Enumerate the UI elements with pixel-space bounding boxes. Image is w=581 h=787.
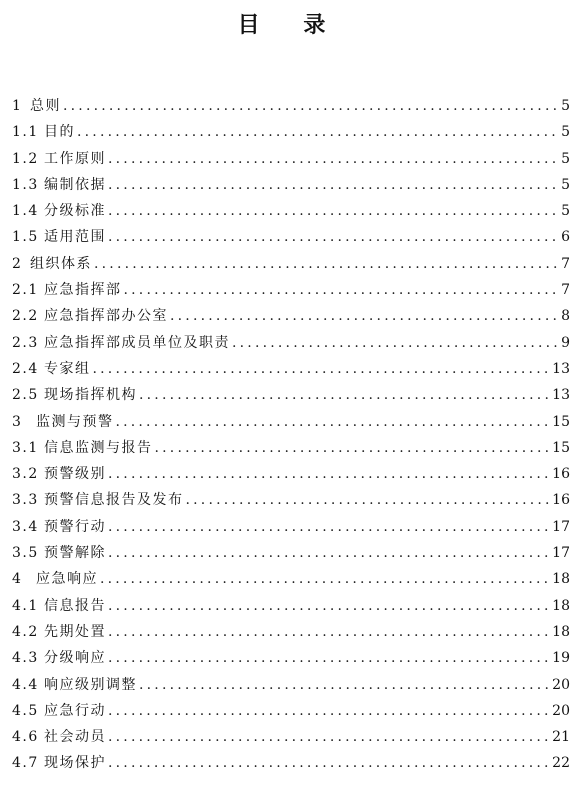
toc-entry-number: 2.3 [12, 334, 39, 351]
toc-entry-title: 预警行动 [44, 518, 106, 535]
toc-entry[interactable] [12, 224, 570, 250]
toc-entry[interactable] [12, 93, 570, 119]
toc-entry-label [12, 382, 137, 408]
toc-entry-title: 适用范围 [44, 229, 106, 246]
toc-entry-number: 4.1 [12, 597, 39, 614]
toc-dot-leader [108, 514, 550, 540]
page-title: 目 录 [237, 13, 344, 38]
toc-entry[interactable] [12, 409, 570, 435]
toc-entry[interactable] [12, 251, 570, 277]
toc-entry-number: 2.1 [12, 282, 39, 299]
toc-entry-label [12, 672, 137, 698]
toc-entry-number: 3.3 [12, 492, 39, 509]
toc-entry-title: 响应级别调整 [44, 676, 137, 693]
toc-entry-page-number: 20 [552, 676, 570, 693]
toc-entry[interactable] [12, 619, 570, 645]
toc-entry-title: 信息监测与报告 [44, 439, 153, 456]
toc-entry-title: 总则 [30, 98, 61, 114]
toc-entry[interactable] [12, 461, 570, 487]
toc-entry-title: 应急指挥部办公室 [44, 308, 168, 325]
toc-entry-page-number: 13 [552, 360, 570, 377]
toc-entry-label [12, 119, 75, 145]
toc-entry-page-number: 17 [552, 545, 570, 562]
toc-entry-number: 4 [12, 571, 23, 588]
toc-dot-leader [108, 540, 550, 566]
toc-entry-number: 4.6 [12, 729, 39, 746]
toc-dot-leader [108, 224, 558, 250]
toc-entry-title: 先期处置 [44, 623, 106, 640]
toc-entry[interactable] [12, 382, 570, 408]
toc-entry-page-number: 5 [561, 203, 570, 220]
toc-entry[interactable] [12, 435, 570, 461]
toc-dot-leader [108, 461, 550, 487]
toc-entry[interactable] [12, 303, 570, 329]
toc-entry-number: 1.1 [12, 124, 39, 141]
toc-entry-number: 1.3 [12, 176, 39, 193]
toc-entry-title: 编制依据 [44, 176, 106, 193]
toc-entry-title: 预警解除 [44, 545, 106, 562]
toc-entry-label [12, 698, 106, 724]
toc-entry-page-number: 7 [561, 255, 570, 272]
toc-entry-page-number: 5 [561, 176, 570, 193]
toc-entry-page-number: 15 [552, 439, 570, 456]
toc-entry-title: 监测与预警 [30, 413, 114, 430]
toc-dot-leader [94, 251, 558, 277]
toc-dot-leader [108, 645, 550, 671]
toc-entry-label [12, 277, 122, 303]
toc-entry-label [12, 356, 91, 382]
toc-entry-title: 目的 [44, 124, 75, 141]
toc-entry-title: 预警信息报告及发布 [44, 492, 184, 509]
toc-entry-page-number: 22 [552, 755, 570, 772]
toc-entry-number: 3.2 [12, 466, 39, 483]
toc-entry-page-number: 19 [552, 650, 570, 667]
toc-dot-leader [155, 435, 551, 461]
toc-entry-title: 应急指挥部成员单位及职责 [44, 334, 230, 351]
toc-entry[interactable] [12, 119, 570, 145]
toc-entry-number: 2 [12, 255, 23, 272]
toc-entry-label [12, 172, 106, 198]
toc-entry-page-number: 15 [552, 413, 570, 430]
toc-entry-number: 1.2 [12, 150, 39, 167]
toc-dot-leader [108, 593, 550, 619]
toc-entry-label [12, 540, 106, 566]
toc-entry-page-number: 18 [552, 571, 570, 588]
toc-entry-label [12, 409, 113, 435]
toc-entry-number: 1.5 [12, 229, 39, 246]
toc-entry-title: 应急响应 [30, 571, 98, 588]
toc-entry-number: 3.4 [12, 518, 39, 535]
toc-entry-number: 2.2 [12, 308, 39, 325]
table-of-contents [12, 93, 570, 777]
toc-entry-title: 现场保护 [44, 755, 106, 772]
toc-entry-number: 4.7 [12, 755, 39, 772]
toc-entry-title: 工作原则 [44, 150, 106, 167]
toc-entry-page-number: 18 [552, 623, 570, 640]
toc-dot-leader [108, 698, 550, 724]
toc-entry-title: 组织体系 [30, 255, 92, 272]
toc-dot-leader [108, 750, 550, 776]
toc-entry[interactable] [12, 172, 570, 198]
toc-dot-leader [186, 487, 551, 513]
toc-entry-page-number: 13 [552, 387, 570, 404]
toc-entry-label [12, 146, 106, 172]
toc-entry-page-number: 18 [552, 597, 570, 614]
toc-entry[interactable] [12, 540, 570, 566]
toc-entry-number: 3.5 [12, 545, 39, 562]
toc-entry-page-number: 5 [561, 150, 570, 167]
toc-entry-label [12, 724, 106, 750]
toc-entry-label [12, 303, 168, 329]
toc-entry-number: 4.2 [12, 623, 39, 640]
toc-entry[interactable] [12, 277, 570, 303]
toc-entry[interactable] [12, 330, 570, 356]
toc-entry-title: 社会动员 [44, 729, 106, 746]
toc-dot-leader [108, 172, 558, 198]
toc-entry-page-number: 16 [552, 492, 570, 509]
toc-entry[interactable] [12, 487, 570, 513]
toc-entry-title: 专家组 [44, 360, 91, 377]
toc-entry[interactable] [12, 724, 570, 750]
toc-dot-leader [100, 566, 550, 592]
toc-dot-leader [63, 93, 558, 119]
toc-entry-title: 分级响应 [44, 650, 106, 667]
toc-dot-leader [232, 330, 558, 356]
toc-entry-label [12, 461, 106, 487]
toc-entry-title: 预警级别 [44, 466, 106, 483]
toc-entry-number: 3 [12, 413, 23, 430]
toc-entry-number: 2.5 [12, 387, 39, 404]
toc-entry-number: 4.3 [12, 650, 39, 667]
toc-entry[interactable] [12, 593, 570, 619]
toc-entry-page-number: 16 [552, 466, 570, 483]
toc-entry-label [12, 645, 106, 671]
toc-entry[interactable] [12, 566, 570, 592]
toc-entry-number: 2.4 [12, 360, 39, 377]
toc-entry-number: 1.4 [12, 203, 39, 220]
toc-entry[interactable] [12, 514, 570, 540]
toc-entry-label [12, 224, 106, 250]
toc-entry-label [12, 750, 106, 776]
toc-entry-label [12, 619, 106, 645]
toc-dot-leader [93, 356, 551, 382]
toc-entry-title: 分级标准 [44, 203, 106, 220]
toc-entry-label [12, 487, 184, 513]
toc-entry[interactable] [12, 672, 570, 698]
toc-entry-number: 3.1 [12, 439, 39, 456]
toc-dot-leader [170, 303, 558, 329]
toc-entry-label [12, 435, 153, 461]
toc-entry[interactable] [12, 356, 570, 382]
toc-entry-label [12, 330, 230, 356]
toc-entry[interactable] [12, 146, 570, 172]
toc-entry[interactable] [12, 645, 570, 671]
toc-dot-leader [124, 277, 559, 303]
toc-entry[interactable] [12, 698, 570, 724]
toc-dot-leader [77, 119, 558, 145]
toc-entry-page-number: 5 [561, 124, 570, 141]
toc-dot-leader [108, 146, 558, 172]
toc-entry-page-number: 9 [561, 334, 570, 351]
toc-entry-label [12, 514, 106, 540]
toc-entry-page-number: 21 [552, 729, 570, 746]
toc-entry-title: 应急指挥部 [44, 282, 122, 299]
toc-entry-page-number: 7 [561, 282, 570, 299]
toc-entry[interactable] [12, 750, 570, 776]
toc-dot-leader [115, 409, 550, 435]
toc-dot-leader [108, 619, 550, 645]
toc-entry-label [12, 251, 92, 277]
toc-dot-leader [108, 724, 550, 750]
toc-entry-page-number: 5 [561, 98, 570, 114]
toc-entry-title: 应急行动 [44, 702, 106, 719]
toc-dot-leader [108, 198, 558, 224]
toc-entry-title: 现场指挥机构 [44, 387, 137, 404]
toc-entry-label [12, 198, 106, 224]
toc-entry-page-number: 17 [552, 518, 570, 535]
toc-entry-page-number: 6 [561, 229, 570, 246]
toc-entry-number: 4.4 [12, 676, 39, 693]
toc-entry-label [12, 93, 61, 119]
toc-dot-leader [139, 672, 550, 698]
toc-entry-page-number: 8 [561, 308, 570, 325]
toc-entry[interactable] [12, 198, 570, 224]
toc-entry-page-number: 20 [552, 702, 570, 719]
toc-entry-label [12, 593, 106, 619]
toc-dot-leader [139, 382, 550, 408]
toc-entry-number: 1 [12, 98, 23, 114]
toc-entry-number: 4.5 [12, 702, 39, 719]
toc-entry-title: 信息报告 [44, 597, 106, 614]
toc-entry-label [12, 566, 98, 592]
